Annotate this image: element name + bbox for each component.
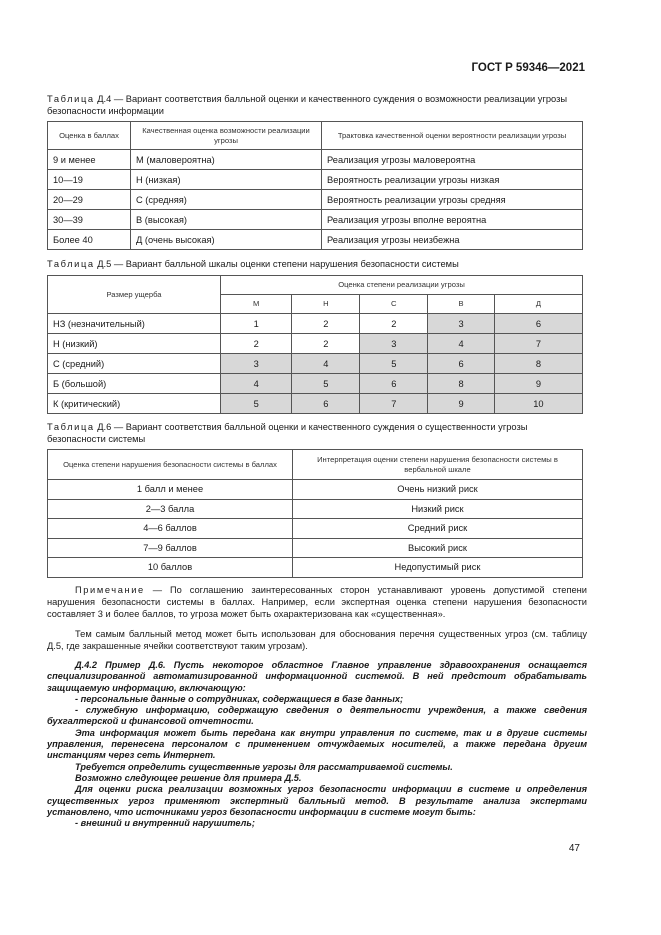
table-row [48, 210, 583, 230]
shaded-cell: 5 [360, 354, 428, 374]
shaded-cell: 6 [360, 374, 428, 394]
table5-col-header: Н [292, 295, 360, 314]
shaded-cell: 7 [360, 394, 428, 414]
table-cell: Средний риск [293, 519, 583, 539]
table-row [48, 558, 583, 578]
table-cell: Реализация угрозы вполне вероятна [322, 210, 583, 230]
table4-header: Трактовка качественной оценки вероятности реализации угрозы [322, 122, 583, 150]
table-row [48, 334, 583, 354]
shaded-cell: 9 [494, 374, 582, 394]
table-row [48, 499, 583, 519]
shaded-cell: 3 [360, 334, 428, 354]
shaded-cell: 3 [428, 314, 495, 334]
shaded-cell: 6 [292, 394, 360, 414]
table-cell: 2 [292, 334, 360, 354]
example-paragraph: Требуется определить существенные угрозы для рассматриваемой системы. [75, 761, 453, 772]
table-cell: Вероятность реализации угрозы средняя [322, 190, 583, 210]
table-row [48, 394, 583, 414]
table6 [47, 449, 583, 578]
table-cell: 1 [221, 314, 292, 334]
paragraph: Тем самым балльный метод может быть использован для обоснования перечня существенных угроз (см. таблицу Д.5, где закрашенные ячейки соответствуют таким угрозам). [47, 629, 587, 651]
shaded-cell: 3 [221, 354, 292, 374]
row-label: К (критический) [48, 394, 221, 414]
table-cell: 1 балл и менее [48, 480, 293, 500]
table-cell: 2—3 балла [48, 499, 293, 519]
shaded-cell: 6 [494, 314, 582, 334]
table-cell: Реализация угрозы неизбежна [322, 230, 583, 250]
table-row [48, 374, 583, 394]
table-cell: Д (очень высокая) [131, 230, 322, 250]
table-row [48, 170, 583, 190]
table-cell: 2 [360, 314, 428, 334]
example-paragraph: Возможно следующее решение для примера Д.5. [75, 772, 302, 783]
table-cell: 7—9 баллов [48, 538, 293, 558]
example-paragraph: - внешний и внутренний нарушитель; [75, 818, 255, 829]
table-cell: 30—39 [48, 210, 131, 230]
table-cell: 9 и менее [48, 150, 131, 170]
shaded-cell: 5 [292, 374, 360, 394]
table-cell: 20—29 [48, 190, 131, 210]
table5-col-header: В [428, 295, 495, 314]
shaded-cell: 4 [292, 354, 360, 374]
table5-caption: Таблица Д.5 — Вариант балльной шкалы оценки степени нарушения безопасности системы [47, 259, 459, 269]
standard-number: ГОСТ Р 59346—2021 [471, 62, 585, 74]
table6-header: Оценка степени нарушения безопасности системы в баллах [48, 450, 293, 480]
shaded-cell: 4 [221, 374, 292, 394]
table-row [48, 480, 583, 500]
table5-group-header: Оценка степени реализации угрозы [221, 276, 583, 295]
example-paragraph: Д.4.2 Пример Д.6. Пусть некоторое областное Главное управление здравоохранения оснащается специализированной автоматизированной информационной системой. В ней предстоит обрабатывать защищаемую информацию, включающую: [47, 660, 587, 693]
shaded-cell: 7 [494, 334, 582, 354]
table-cell: Н (низкая) [131, 170, 322, 190]
row-label: НЗ (незначительный) [48, 314, 221, 334]
table-row [48, 354, 583, 374]
table4 [47, 121, 583, 250]
table-cell: Очень низкий риск [293, 480, 583, 500]
row-label: С (средний) [48, 354, 221, 374]
example-paragraph: - персональные данные о сотрудниках, содержащиеся в базе данных; [75, 693, 404, 704]
table-row [48, 190, 583, 210]
example-paragraph: - служебную информацию, содержащую сведения о деятельности учреждения, а также сведения бухгалтерской и финансовой отчетности. [47, 705, 587, 727]
table-cell: Недопустимый риск [293, 558, 583, 578]
table5-col-header: Д [494, 295, 582, 314]
table-row [48, 538, 583, 558]
table-row [48, 519, 583, 539]
table5-col-header: М [221, 295, 292, 314]
shaded-cell: 6 [428, 354, 495, 374]
table-cell: С (средняя) [131, 190, 322, 210]
table-cell: Вероятность реализации угрозы низкая [322, 170, 583, 190]
table-row [48, 314, 583, 334]
page-number: 47 [568, 843, 580, 854]
example-paragraph: Для оценки риска реализации возможных угроз безопасности информации в системе и определения существенных угроз применяют экспертный балльный метод. В результате анализа экспертами установлено, что источниками угроз безопасности информации в системе могут быть: [47, 784, 587, 817]
table5-corner-header: Размер ущерба [48, 276, 221, 314]
table-cell: 4—6 баллов [48, 519, 293, 539]
table5 [47, 275, 583, 414]
table-cell: 2 [221, 334, 292, 354]
table-cell: 10 баллов [48, 558, 293, 578]
note-label: Примечание [75, 585, 145, 595]
example-paragraph: Эта информация может быть передана как внутри управления по системе, так и в другие системы управления, перенесена персоналом с применением отчуждаемых носителей, а также передана другим инстанциям через сеть Интернет. [47, 727, 587, 761]
shaded-cell: 8 [494, 354, 582, 374]
example-block [47, 660, 587, 829]
table5-col-header: С [360, 295, 428, 314]
note-text: — По соглашению заинтересованных сторон устанавливают уровень допустимой степени нарушения безопасности системы в баллах. Например, если экспертная оценка степени нарушения безопасности составляет 3 и более баллов, то угроза может быть охарактеризована как «существенная». [47, 585, 587, 619]
table-cell: Реализация угрозы маловероятна [322, 150, 583, 170]
table-cell: Низкий риск [293, 499, 583, 519]
table4-header: Оценка в баллах [48, 122, 131, 150]
table6-header: Интерпретация оценки степени нарушения безопасности системы в вербальной шкале [293, 450, 583, 480]
table-cell: В (высокая) [131, 210, 322, 230]
table4-caption: Таблица Д.4 — Вариант соответствия балльной оценки и качественного суждения о возможности реализации угрозы безопасности информации [47, 94, 568, 116]
shaded-cell: 9 [428, 394, 495, 414]
table6-caption: Таблица Д.6 — Вариант соответствия балльной оценки и качественного суждения о существенности угрозы безопасности системы [47, 422, 528, 444]
row-label: Н (низкий) [48, 334, 221, 354]
table-cell: 10—19 [48, 170, 131, 190]
table4-header: Качественная оценка возможности реализации угрозы [131, 122, 322, 150]
table-row [48, 230, 583, 250]
row-label: Б (большой) [48, 374, 221, 394]
table-cell: М (маловероятна) [131, 150, 322, 170]
shaded-cell: 10 [494, 394, 582, 414]
table-row [48, 150, 583, 170]
table-cell: 2 [292, 314, 360, 334]
table-cell: Более 40 [48, 230, 131, 250]
note [47, 584, 587, 620]
table-cell: Высокий риск [293, 538, 583, 558]
shaded-cell: 5 [221, 394, 292, 414]
shaded-cell: 4 [428, 334, 495, 354]
shaded-cell: 8 [428, 374, 495, 394]
